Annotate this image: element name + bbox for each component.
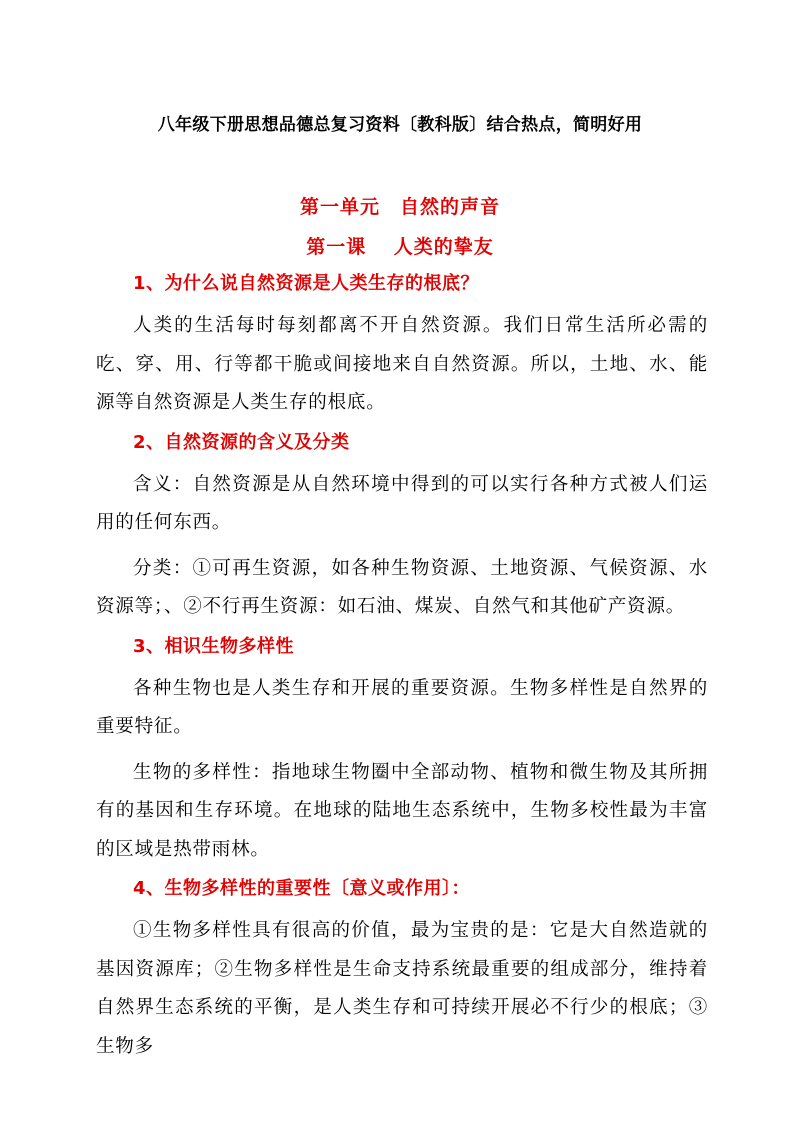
section-2 xyxy=(96,430,708,627)
unit-title: 第一单元 自然的声音 xyxy=(299,196,500,218)
section-heading: 3、相识生物多样性 xyxy=(133,635,295,657)
document-body xyxy=(96,271,708,1073)
section-heading: 2、自然资源的含义及分类 xyxy=(133,431,350,453)
paragraph: 生物的多样性：指地球生物圈中全部动物、植物和微生物及其所拥有的基因和生存环境。在地球的陆地生态系统中，生物多校性最为丰富的区域是热带雨林。 xyxy=(96,761,708,860)
paragraph: 各种生物也是人类生存和开展的重要资源。生物多样性是自然界的重要特征。 xyxy=(96,677,708,737)
section-heading: 4、生物多样性的重要性〔意义或作用〕： xyxy=(133,878,471,899)
section-4 xyxy=(96,876,708,1066)
section-1 xyxy=(96,271,708,423)
section-3 xyxy=(96,634,708,870)
paragraph: ①生物多样性具有很高的价值，最为宝贵的是：它是大自然造就的基因资源库；②生物多样性是生命支持系统最重要的组成部分，维持着自然界生态系统的平衡，是人类生存和可持续开展必不行少的根底；③生物多 xyxy=(96,920,708,1057)
lesson-title: 第一课 人类的挚友 xyxy=(306,236,494,258)
section-heading: 1、为什么说自然资源是人类生存的根底？ xyxy=(133,273,480,294)
paragraph: 人类的生活每时每刻都离不开自然资源。我们日常生活所必需的吃、穿、用、行等都干脆或间接地来自自然资源。所以，土地、水、能源等自然资源是人类生存的根底。 xyxy=(96,315,708,413)
document-title: 八年级下册思想品德总复习资料〔教科版〕结合热点，简明好用 xyxy=(157,115,643,135)
paragraph: 含义：自然资源是从自然环境中得到的可以实行各种方式被人们运用的任何东西。 xyxy=(96,473,708,533)
paragraph: 分类：①可再生资源，如各种生物资源、土地资源、气候资源、水资源等；、②不行再生资源：如石油、煤炭、自然气和其他矿产资源。 xyxy=(96,557,708,617)
